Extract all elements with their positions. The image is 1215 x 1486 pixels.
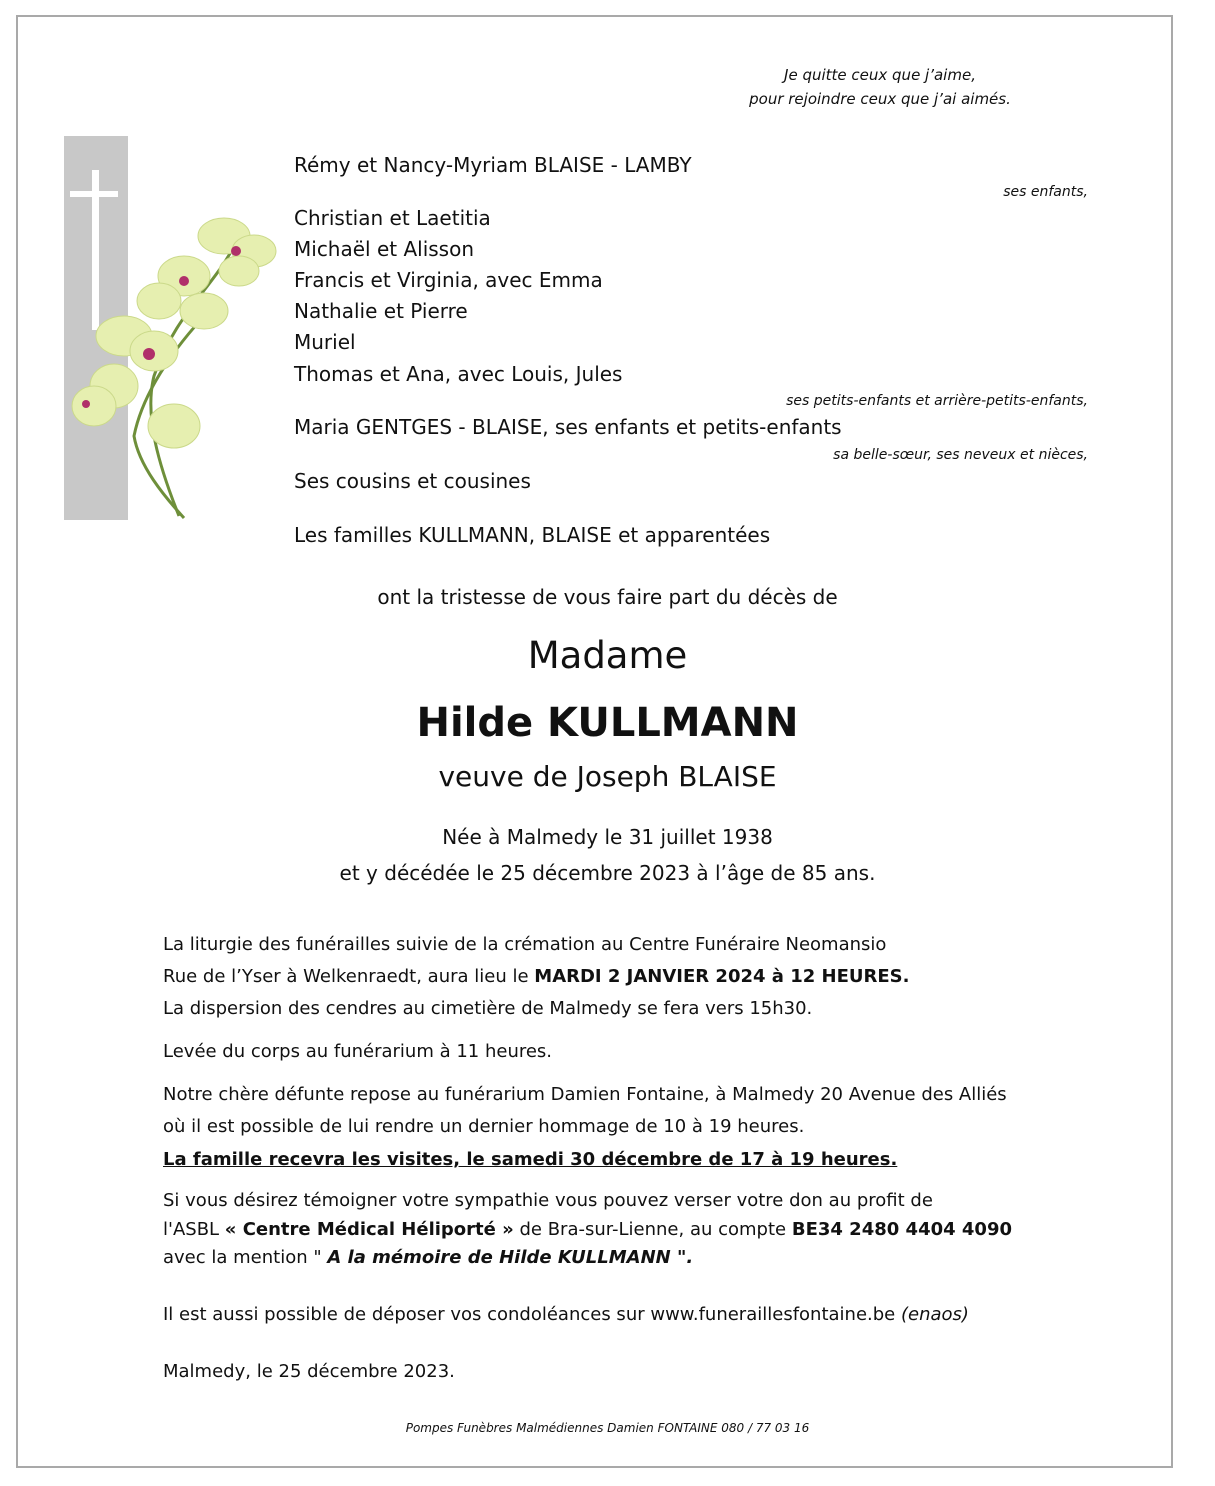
place-date: Malmedy, le 25 décembre 2023. xyxy=(163,1361,455,1382)
repose-line-2: où il est possible de lui rendre un dernier hommage de 10 à 19 heures. xyxy=(163,1116,805,1137)
children-relation: ses enfants, xyxy=(1003,184,1088,200)
grandchild-line: Christian et Laetitia xyxy=(294,206,491,230)
visits-text: La famille recevra les visites, le samedi 30 décembre de 17 à 19 heures. xyxy=(163,1149,898,1170)
liturgy-line-1: La liturgie des funérailles suivie de la crémation au Centre Funéraire Neomansio xyxy=(163,934,887,955)
condolences-suffix: (enaos) xyxy=(900,1304,969,1325)
condolences-text: Il est aussi possible de déposer vos condoléances sur www.funeraillesfontaine.be xyxy=(163,1304,901,1325)
death-line: et y décédée le 25 décembre 2023 à l’âge de 85 ans. xyxy=(339,861,876,885)
repose-line-1: Notre chère défunte repose au funérarium Damien Fontaine, à Malmedy 20 Avenue des Alliés xyxy=(163,1084,1007,1105)
sister-in-law: Maria GENTGES - BLAISE, ses enfants et petits-enfants xyxy=(294,415,842,439)
cross-orchid-illustration xyxy=(64,136,284,520)
donation-line-1: Si vous désirez témoigner votre sympathie vous pouvez verser votre don au profit de xyxy=(163,1190,933,1211)
donation-prefix: l'ASBL xyxy=(163,1219,225,1240)
cousins: Ses cousins et cousines xyxy=(294,469,531,493)
cross-horizontal xyxy=(70,191,118,197)
condolences-line xyxy=(163,1304,969,1325)
grandchildren-relation: ses petits-enfants et arrière-petits-enfants, xyxy=(786,393,1088,409)
epigraph-line-2: pour rejoindre ceux que j’ai aimés. xyxy=(749,90,1011,108)
grandchild-line: Nathalie et Pierre xyxy=(294,299,468,323)
families: Les familles KULLMANN, BLAISE et apparentées xyxy=(294,523,771,547)
sister-in-law-relation: sa belle-sœur, ses neveux et nièces, xyxy=(833,447,1088,463)
donation-line-2 xyxy=(163,1219,1012,1240)
deceased-title: Madame xyxy=(527,634,688,677)
donation-mention-prefix: avec la mention " xyxy=(163,1247,328,1268)
epigraph-line-1: Je quitte ceux que j’aime, xyxy=(784,66,976,84)
deceased-name: Hilde KULLMANN xyxy=(416,700,799,746)
donation-organisation: « Centre Médical Héliporté » xyxy=(224,1219,514,1240)
donation-mention: A la mémoire de Hilde KULLMANN ". xyxy=(327,1247,694,1268)
birth-line: Née à Malmedy le 31 juillet 1938 xyxy=(442,825,773,849)
liturgy-datetime: MARDI 2 JANVIER 2024 à 12 HEURES. xyxy=(534,966,910,987)
epigraph xyxy=(700,63,1060,111)
children-names: Rémy et Nancy-Myriam BLAISE - LAMBY xyxy=(294,153,692,177)
donation-line-3 xyxy=(163,1247,693,1268)
levee-line: Levée du corps au funérarium à 11 heures. xyxy=(163,1041,553,1062)
announcement-intro: ont la tristesse de vous faire part du décès de xyxy=(377,585,838,609)
grandchild-line: Francis et Virginia, avec Emma xyxy=(294,268,603,292)
grandchild-line: Michaël et Alisson xyxy=(294,237,475,261)
grandchild-line: Thomas et Ana, avec Louis, Jules xyxy=(294,362,623,386)
grandchild-line: Muriel xyxy=(294,330,356,354)
donation-account: BE34 2480 4404 4090 xyxy=(791,1219,1013,1240)
footer-funeral-home: Pompes Funèbres Malmédiennes Damien FONTAINE 080 / 77 03 16 xyxy=(405,1421,810,1435)
visits-line xyxy=(163,1149,897,1170)
liturgy-line-2 xyxy=(163,966,909,987)
liturgy-line-3: La dispersion des cendres au cimetière de Malmedy se fera vers 15h30. xyxy=(163,998,813,1019)
donation-middle: de Bra-sur-Lienne, au compte xyxy=(513,1219,792,1240)
liturgy-location: Rue de l’Yser à Welkenraedt, aura lieu le xyxy=(163,966,535,987)
widow-of: veuve de Joseph BLAISE xyxy=(438,760,777,793)
